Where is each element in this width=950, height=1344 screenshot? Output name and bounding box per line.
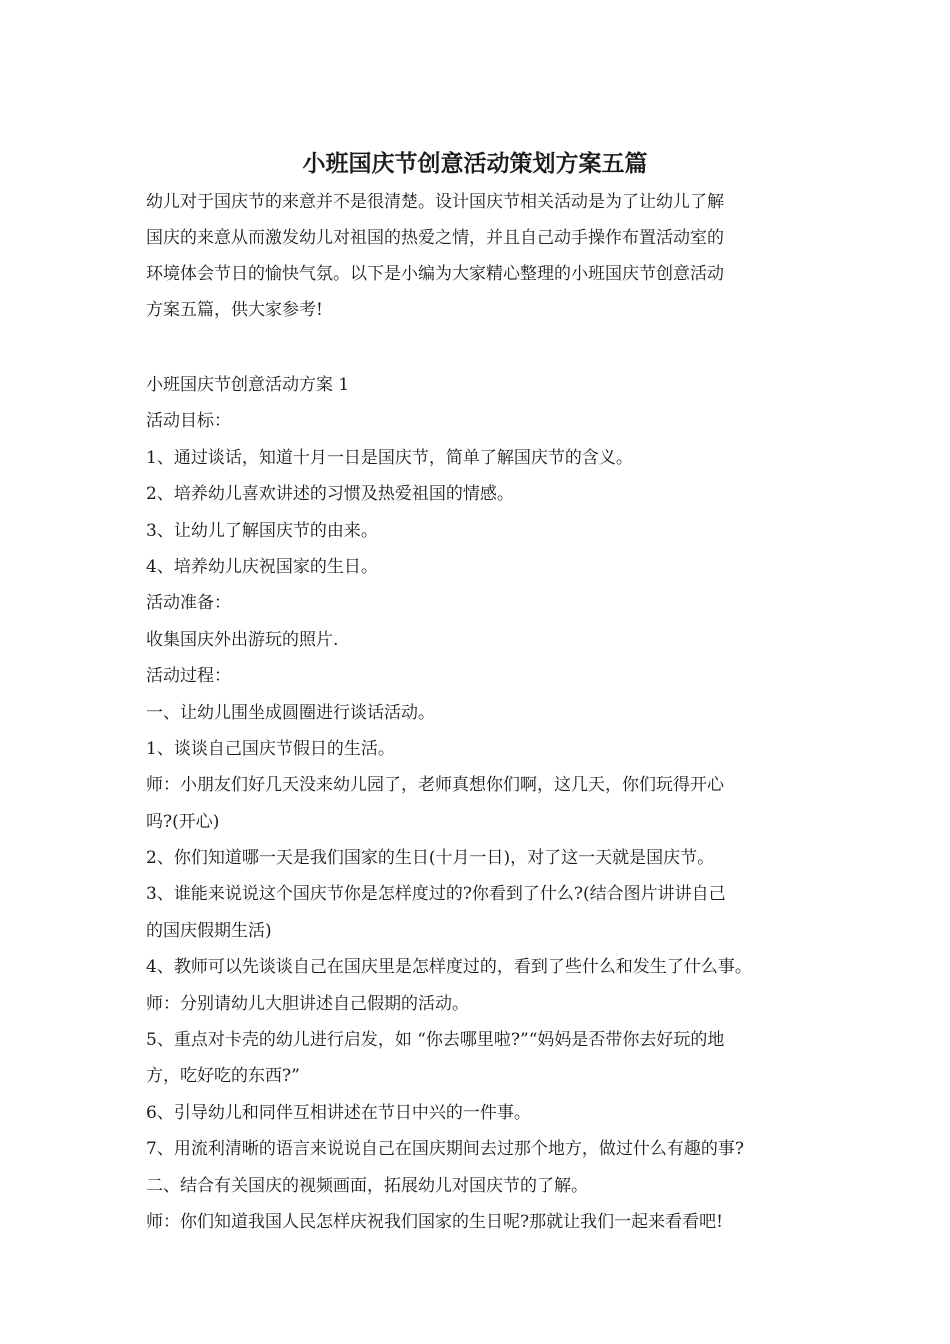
process-line: 6、引导幼儿和同伴互相讲述在节日中兴的一件事。	[146, 1102, 531, 1123]
process-line: 师：你们知道我国人民怎样庆祝我们国家的生日呢?那就让我们一起来看看吧!	[146, 1211, 723, 1232]
subheading-preparation: 活动准备：	[146, 593, 231, 614]
process-step: 一、让幼儿围坐成圆圈进行谈话活动。	[146, 702, 435, 723]
section-heading: 小班国庆节创意活动方案 1	[146, 375, 350, 395]
goal-item: 3、让幼儿了解国庆节的由来。	[146, 520, 378, 541]
preparation-item: 收集国庆外出游玩的照片.	[146, 629, 339, 650]
goal-item: 1、通过谈话，知道十月一日是国庆节，简单了解国庆节的含义。	[146, 447, 633, 468]
document-title: 小班国庆节创意活动策划方案五篇	[302, 150, 648, 178]
intro-line: 环境体会节日的愉快气氛。以下是小编为大家精心整理的小班国庆节创意活动	[146, 264, 724, 284]
intro-line: 国庆的来意从而激发幼儿对祖国的热爱之情，并且自己动手操作布置活动室的	[146, 228, 724, 248]
process-line: 吗?(开心)	[146, 811, 220, 832]
process-line: 4、教师可以先谈谈自己在国庆里是怎样度过的，看到了些什么和发生了什么事。	[146, 957, 752, 978]
intro-paragraph	[146, 184, 810, 328]
intro-line: 方案五篇，供大家参考!	[146, 300, 323, 320]
process-line: 方，吃好吃的东西?”	[146, 1066, 300, 1087]
process-line: 7、用流利清晰的语言来说说自己在国庆期间去过那个地方，做过什么有趣的事?	[146, 1139, 744, 1160]
process-step: 二、结合有关国庆的视频画面，拓展幼儿对国庆节的了解。	[146, 1175, 588, 1196]
goal-item: 4、培养幼儿庆祝国家的生日。	[146, 556, 378, 577]
process-line: 1、谈谈自己国庆节假日的生活。	[146, 738, 395, 759]
process-line: 师：小朋友们好几天没来幼儿园了，老师真想你们啊，这几天，你们玩得开心	[146, 775, 724, 796]
plan-body	[146, 367, 826, 1240]
subheading-goals: 活动目标：	[146, 411, 231, 432]
process-line: 5、重点对卡壳的幼儿进行启发，如 “你去哪里啦?”“妈妈是否带你去好玩的地	[146, 1030, 725, 1051]
intro-line: 幼儿对于国庆节的来意并不是很清楚。设计国庆节相关活动是为了让幼儿了解	[146, 192, 724, 212]
process-line: 师：分别请幼儿大胆讲述自己假期的活动。	[146, 993, 469, 1014]
subheading-process: 活动过程：	[146, 666, 231, 687]
process-line: 3、谁能来说说这个国庆节你是怎样度过的?你看到了什么?(结合图片讲讲自己	[146, 884, 726, 905]
process-line: 2、你们知道哪一天是我们国家的生日(十月一日)，对了这一天就是国庆节。	[146, 848, 715, 869]
goal-item: 2、培养幼儿喜欢讲述的习惯及热爱祖国的情感。	[146, 484, 514, 505]
process-line: 的国庆假期生活)	[146, 920, 272, 941]
